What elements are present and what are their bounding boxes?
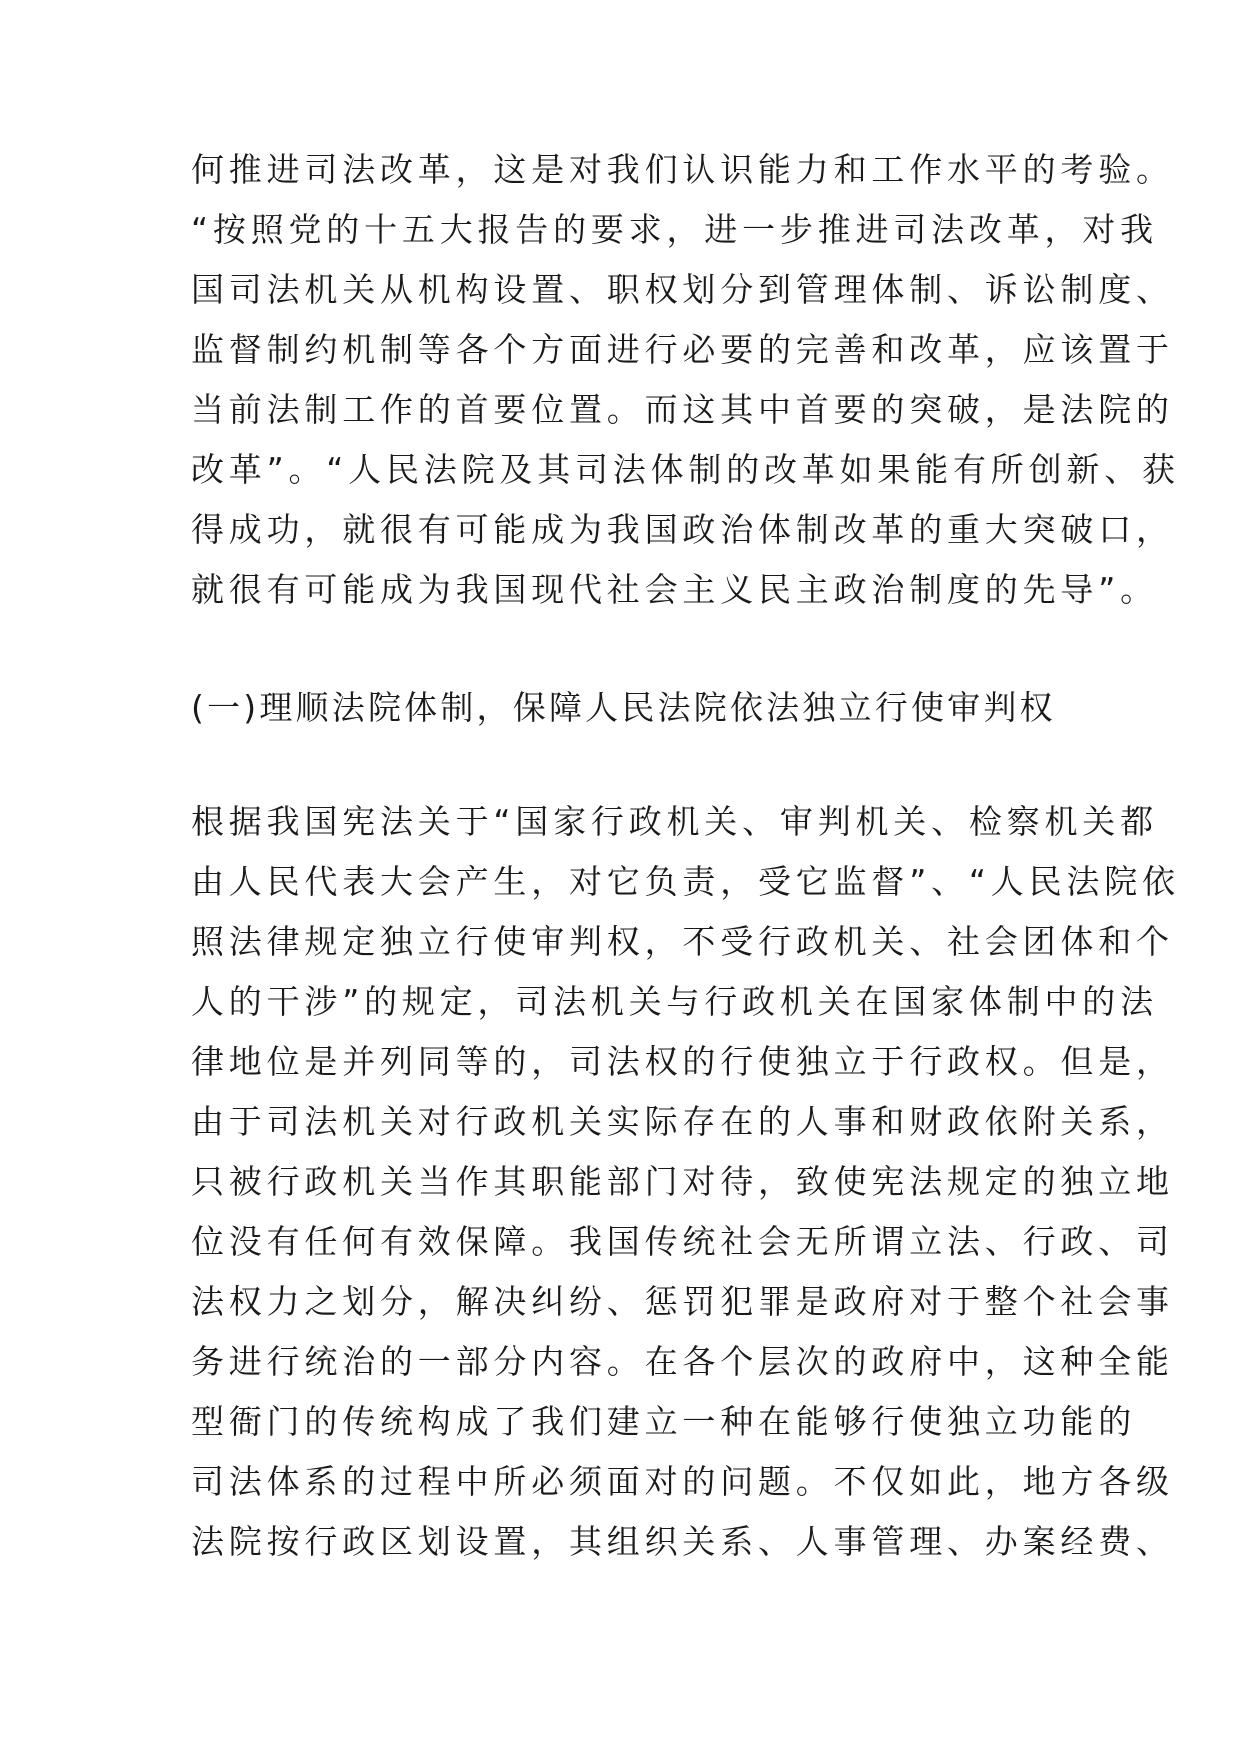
paragraph-line: 国司法机关从机构设置、职权划分到管理体制、诉讼制度、 <box>191 270 1174 309</box>
paragraph-1 <box>191 140 1180 620</box>
paragraph-line: 照法律规定独立行使审判权，不受行政机关、社会团体和个 <box>191 922 1174 961</box>
paragraph-line: 当前法制工作的首要位置。而这其中首要的突破，是法院的 <box>191 390 1174 429</box>
paragraph-2 <box>191 792 1180 1572</box>
paragraph-line: 由人民代表大会产生，对它负责，受它监督”、“人民法院依 <box>191 862 1180 901</box>
paragraph-line: 何推进司法改革，这是对我们认识能力和工作水平的考验。 <box>191 150 1174 189</box>
paragraph-line: 根据我国宪法关于“国家行政机关、审判机关、检察机关都 <box>191 802 1158 841</box>
paragraph-line: 务进行统治的一部分内容。在各个层次的政府中，这种全能 <box>191 1342 1174 1381</box>
paragraph-line: 法权力之划分，解决纠纷、惩罚犯罪是政府对于整个社会事 <box>191 1282 1174 1321</box>
section-heading-text: (一)理顺法院体制，保障人民法院依法独立行使审判权 <box>191 688 1056 727</box>
section-heading <box>191 678 1091 738</box>
paragraph-line: 由于司法机关对行政机关实际存在的人事和财政依附关系， <box>191 1102 1174 1141</box>
paragraph-line: 司法体系的过程中所必须面对的问题。不仅如此，地方各级 <box>191 1462 1174 1501</box>
paragraph-line: 型衙门的传统构成了我们建立一种在能够行使独立功能的 <box>191 1402 1136 1441</box>
paragraph-line: 位没有任何有效保障。我国传统社会无所谓立法、行政、司 <box>191 1222 1174 1261</box>
paragraph-line: “按照党的十五大报告的要求，进一步推进司法改革，对我 <box>191 210 1158 249</box>
paragraph-line: 只被行政机关当作其职能部门对待，致使宪法规定的独立地 <box>191 1162 1174 1201</box>
paragraph-line: 律地位是并列同等的，司法权的行使独立于行政权。但是， <box>191 1042 1174 1081</box>
paragraph-line: 人的干涉”的规定，司法机关与行政机关在国家体制中的法 <box>191 982 1158 1021</box>
paragraph-line: 改革”。“人民法院及其司法体制的改革如果能有所创新、获 <box>191 450 1180 489</box>
paragraph-line: 得成功，就很有可能成为我国政治体制改革的重大突破口， <box>191 510 1174 549</box>
paragraph-line: 监督制约机制等各个方面进行必要的完善和改革，应该置于 <box>191 330 1174 369</box>
paragraph-line: 法院按行政区划设置，其组织关系、人事管理、办案经费、 <box>191 1522 1174 1561</box>
paragraph-line: 就很有可能成为我国现代社会主义民主政治制度的先导”。 <box>191 570 1158 609</box>
